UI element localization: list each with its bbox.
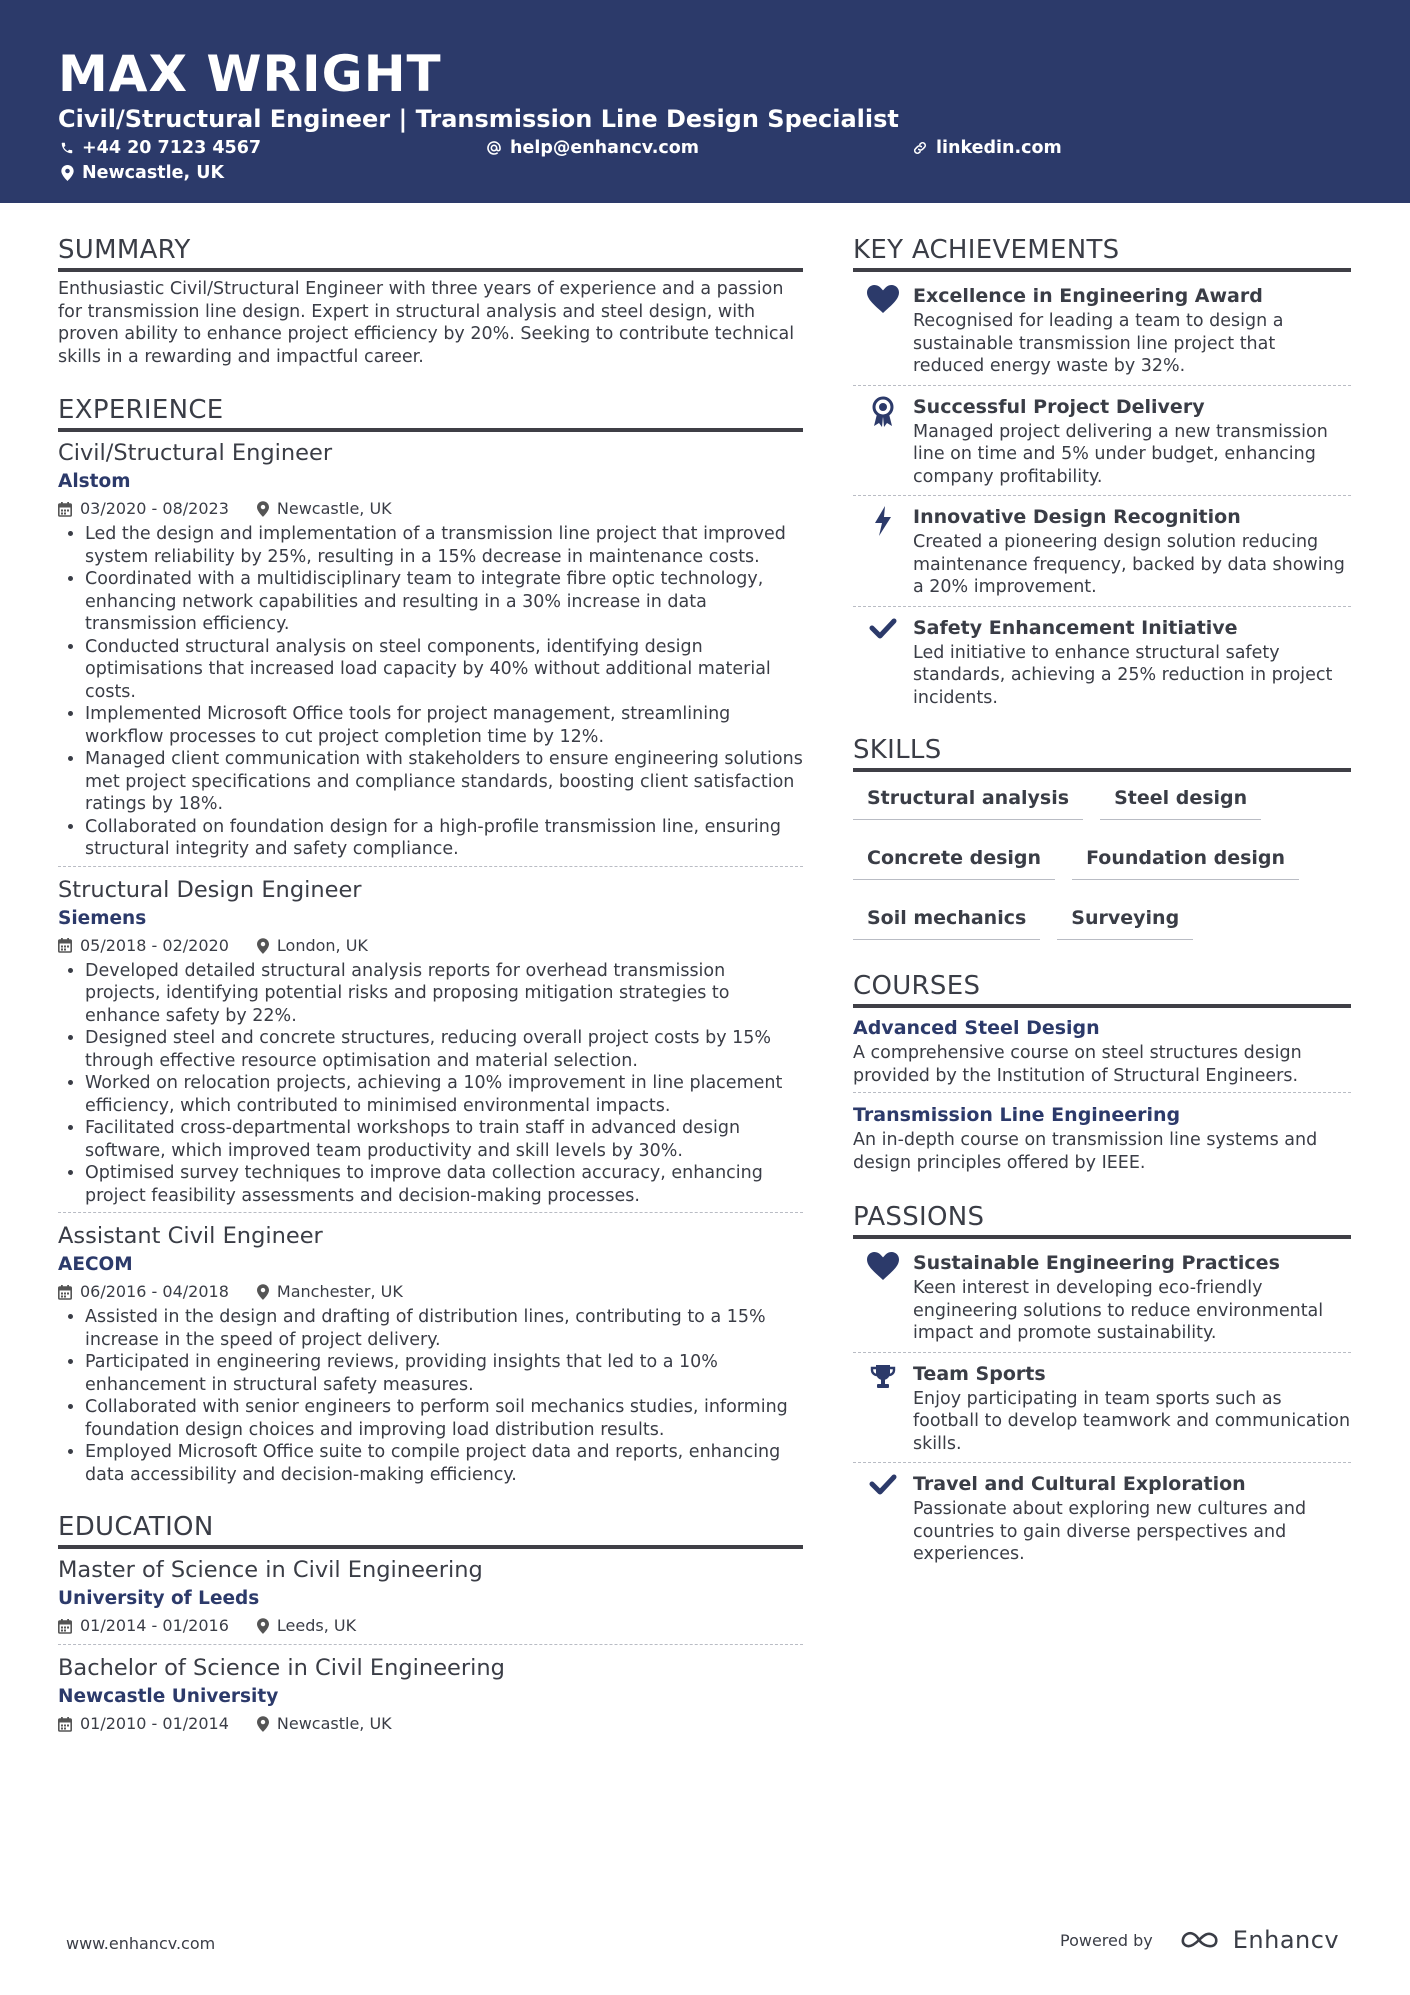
company-name: Alstom	[58, 471, 131, 492]
company-name: AECOM	[58, 1254, 133, 1275]
contact-linkedin[interactable]	[912, 137, 1062, 159]
job-title: Civil/Structural Engineer	[58, 440, 333, 466]
skill-tag: Foundation design	[1072, 838, 1299, 880]
bullet: • Worked on relocation projects, achieving a 10% improvement in line placement efficiency, which contributed to minimised environmental impacts.	[85, 1072, 803, 1117]
bullet: • Facilitated cross-departmental workshops to train staff in advanced design software, which improved team productivity and skill levels by 30%.	[85, 1117, 803, 1162]
location-pin-icon	[257, 938, 269, 954]
skill-tag: Soil mechanics	[853, 898, 1040, 940]
calendar-icon	[58, 502, 72, 517]
job-dates: 05/2018 - 02/2020	[80, 935, 229, 955]
education-dates: 01/2014 - 01/2016	[80, 1616, 229, 1635]
achievement-title: Safety Enhancement Initiative	[913, 616, 1238, 639]
job-meta	[58, 1280, 803, 1304]
bolt-icon	[873, 506, 893, 536]
job-bullets	[58, 523, 803, 861]
job-dates: 06/2016 - 04/2018	[80, 1282, 229, 1301]
passion-item	[853, 1356, 1351, 1464]
job-bullets	[58, 960, 803, 1208]
skills-heading: SKILLS	[853, 732, 1351, 772]
passion-title: Team Sports	[913, 1362, 1046, 1385]
calendar-icon	[58, 1717, 72, 1732]
bullet: • Implemented Microsoft Office tools for project management, streamlining workflow processes to cut project completion time by 12%.	[85, 703, 803, 748]
job-meta	[58, 497, 803, 521]
passion-text: Enjoy participating in team sports such as football to develop teamwork and communication skills.	[913, 1388, 1351, 1454]
skill-tag: Steel design	[1100, 778, 1261, 820]
calendar-icon	[58, 938, 72, 953]
passion-item	[853, 1245, 1351, 1353]
job-dates: 03/2020 - 08/2023	[80, 499, 229, 518]
brand-name: Enhancv	[1232, 1926, 1340, 1954]
course-title: Advanced Steel Design	[853, 1017, 1100, 1039]
email-text: help@enhancv.com	[510, 138, 700, 158]
bullet: • Led the design and implementation of a transmission line project that improved system reliability by 25%, resulting in a 15% decrease in maintenance costs.	[85, 523, 803, 568]
degree: Bachelor of Science in Civil Engineering	[58, 1655, 505, 1681]
job-entry	[58, 1221, 803, 1491]
skill-tag: Concrete design	[853, 838, 1055, 880]
education-entry	[58, 1653, 803, 1742]
achievements-heading: KEY ACHIEVEMENTS	[853, 232, 1351, 272]
contact-location	[61, 162, 224, 184]
passion-text: Keen interest in developing eco-friendly engineering solutions to reduce environmental impact and promote sustainability.	[913, 1278, 1324, 1343]
location-pin-icon	[257, 501, 269, 517]
summary-heading: SUMMARY	[58, 232, 803, 272]
skills-list	[853, 778, 1351, 958]
summary-text: Enthusiastic Civil/Structural Engineer with three years of experience and a passion for transmission line design. Expert in structural analysis and steel design, with proven ability to enhance project efficiency by 20%. Seeking to contribute technical skills in a rewarding and impactful career.	[58, 279, 795, 367]
education-dates: 01/2010 - 01/2014	[80, 1714, 229, 1733]
passion-title: Travel and Cultural Exploration	[913, 1473, 1246, 1495]
bullet: • Managed client communication with stakeholders to ensure engineering solutions met project specifications and compliance standards, boosting client satisfaction ratings by 18%.	[85, 748, 803, 816]
bullet: • Optimised survey techniques to improve data collection accuracy, enhancing project feasibility assessments and decision-making processes.	[85, 1162, 803, 1207]
job-title: Structural Design Engineer	[58, 876, 362, 903]
job-entry	[58, 875, 803, 1214]
footer-branding[interactable]	[1060, 1926, 1339, 1954]
candidate-name: MAX WRIGHT	[58, 45, 442, 103]
school-name: Newcastle University	[58, 1686, 279, 1707]
achievement-title: Successful Project Delivery	[913, 395, 1205, 418]
education-meta	[58, 1614, 803, 1638]
location-pin-icon	[257, 1716, 269, 1732]
passions-heading: PASSIONS	[853, 1199, 1351, 1239]
bullet: • Assisted in the design and drafting of distribution lines, contributing to a 15% increase in the speed of project delivery.	[85, 1306, 803, 1351]
course-text: An in-depth course on transmission line systems and design principles offered by IEEE.	[853, 1130, 1318, 1173]
skill-tag: Structural analysis	[853, 778, 1083, 820]
job-location: Manchester, UK	[276, 1282, 403, 1301]
enhancv-logo-icon	[1179, 1928, 1227, 1952]
linkedin-text: linkedin.com	[936, 138, 1062, 158]
job-title: Assistant Civil Engineer	[58, 1223, 323, 1249]
job-bullets	[58, 1306, 803, 1486]
heart-icon	[867, 285, 899, 313]
education-entry	[58, 1555, 803, 1645]
location-pin-icon	[61, 165, 74, 181]
contact-email[interactable]	[486, 137, 699, 159]
location-text: Newcastle, UK	[82, 163, 225, 183]
course-item	[853, 1101, 1351, 1179]
passion-title: Sustainable Engineering Practices	[913, 1252, 1280, 1274]
education-meta	[58, 1712, 803, 1736]
job-location: London, UK	[276, 935, 368, 955]
achievement-item	[853, 389, 1351, 497]
skill-tag: Surveying	[1057, 898, 1193, 940]
achievement-title: Innovative Design Recognition	[913, 506, 1241, 528]
course-title: Transmission Line Engineering	[853, 1104, 1181, 1126]
bullet: • Developed detailed structural analysis reports for overhead transmission projects, identifying potential risks and proposing mitigation strategies to enhance safety by 22%.	[85, 960, 803, 1028]
bullet: • Employed Microsoft Office suite to compile project data and reports, enhancing data accessibility and decision-making efficiency.	[85, 1441, 803, 1486]
bullet: • Conducted structural analysis on steel components, identifying design optimisations that increased load capacity by 40% without additional material costs.	[85, 636, 803, 704]
trophy-icon	[869, 1363, 897, 1391]
bullet: • Collaborated with senior engineers to perform soil mechanics studies, informing foundation design choices and improving load distribution results.	[85, 1396, 803, 1441]
link-icon	[912, 140, 928, 156]
heart-icon	[867, 1252, 899, 1280]
school-name: University of Leeds	[58, 1588, 260, 1609]
achievement-text: Led initiative to enhance structural safety standards, achieving a 25% reduction in project incidents.	[913, 642, 1333, 708]
passion-item	[853, 1466, 1351, 1573]
right-column	[853, 232, 1351, 1576]
phone-icon	[60, 141, 74, 155]
location-pin-icon	[257, 1618, 269, 1634]
check-icon	[869, 617, 897, 639]
achievement-text: Created a pioneering design solution reducing maintenance frequency, backed by data showing a 20% improvement.	[913, 532, 1345, 597]
courses-heading: COURSES	[853, 968, 1351, 1008]
education-heading: EDUCATION	[58, 1509, 803, 1549]
check-icon	[869, 1473, 897, 1495]
achievement-item	[853, 278, 1351, 386]
achievement-item	[853, 610, 1351, 717]
calendar-icon	[58, 1619, 72, 1634]
experience-heading: EXPERIENCE	[58, 392, 803, 432]
powered-by-text: Powered by	[1060, 1930, 1153, 1950]
achievement-item	[853, 499, 1351, 607]
award-icon	[870, 396, 896, 428]
job-meta	[58, 934, 803, 958]
candidate-role: Civil/Structural Engineer | Transmission Line Design Specialist	[58, 105, 899, 133]
achievement-title: Excellence in Engineering Award	[913, 285, 1263, 307]
bullet: • Coordinated with a multidisciplinary team to integrate fibre optic technology, enhancing network capabilities and resulting in a 30% increase in data transmission efficiency.	[85, 568, 803, 636]
bullet: • Collaborated on foundation design for a high-profile transmission line, ensuring structural integrity and safety compliance.	[85, 816, 803, 861]
course-text: A comprehensive course on steel structures design provided by the Institution of Structural Engineers.	[853, 1043, 1302, 1086]
bullet: • Designed steel and concrete structures, reducing overall project costs by 15% through effective resource optimisation and material selection.	[85, 1027, 803, 1072]
job-entry	[58, 438, 803, 867]
bullet: • Participated in engineering reviews, providing insights that led to a 10% enhancement in structural safety measures.	[85, 1351, 803, 1396]
education-location: Leeds, UK	[276, 1616, 357, 1635]
footer-website[interactable]: www.enhancv.com	[66, 1934, 216, 1953]
course-item	[853, 1014, 1351, 1093]
company-name: Siemens	[58, 907, 147, 929]
resume-header	[0, 0, 1410, 203]
contact-phone[interactable]	[60, 137, 261, 159]
calendar-icon	[58, 1285, 72, 1300]
left-column	[58, 232, 803, 1750]
degree: Master of Science in Civil Engineering	[58, 1557, 483, 1583]
phone-text: +44 20 7123 4567	[82, 138, 262, 158]
education-location: Newcastle, UK	[276, 1714, 392, 1733]
job-location: Newcastle, UK	[276, 499, 392, 518]
achievement-text: Managed project delivering a new transmission line on time and 5% under budget, enhancing company profitability.	[913, 421, 1328, 487]
achievement-text: Recognised for leading a team to design a sustainable transmission line project that reduced energy waste by 32%.	[913, 311, 1284, 376]
passion-text: Passionate about exploring new cultures and countries to gain diverse perspectives and experiences.	[913, 1499, 1307, 1564]
at-icon	[486, 140, 502, 156]
location-pin-icon	[257, 1284, 269, 1300]
